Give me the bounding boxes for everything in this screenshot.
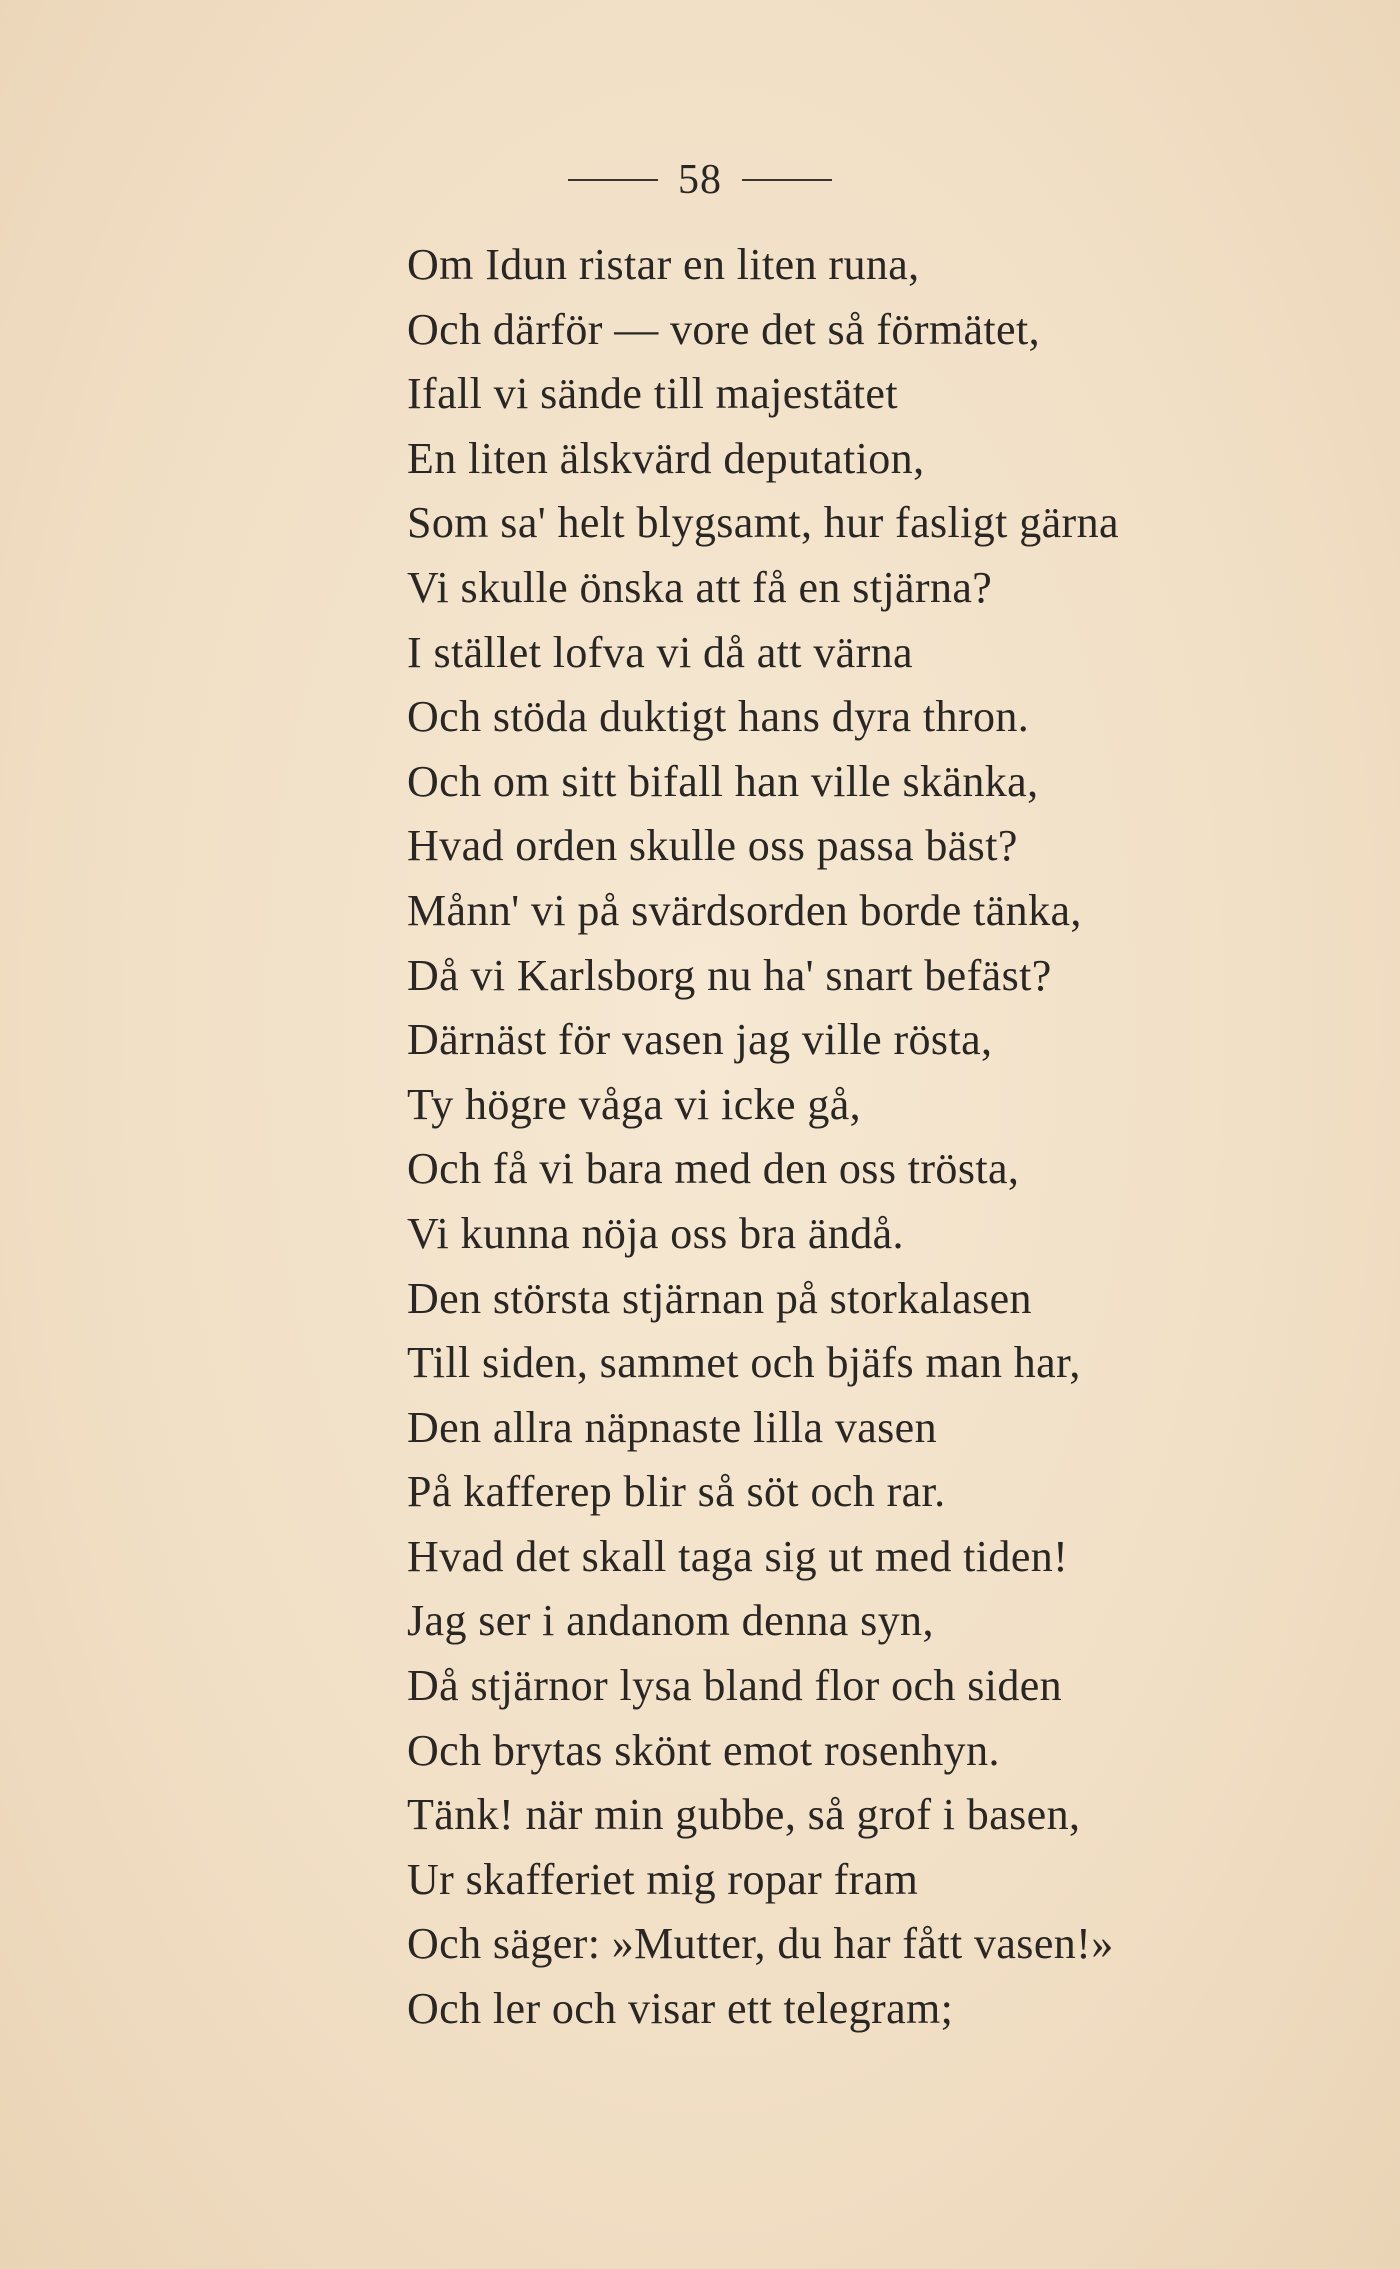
poem-line: En liten älskvärd deputation,	[407, 433, 925, 483]
poem-text	[407, 233, 1367, 2042]
poem-line: Om Idun ristar en liten runa,	[407, 240, 920, 289]
poem-line: Och om sitt bifall han ville skänka,	[407, 756, 1039, 806]
page-number: 58	[678, 157, 722, 203]
poem-line: Som sa' helt blygsamt, hur fasligt gärna	[407, 498, 1119, 548]
poem-line: Och säger: »Mutter, du har fått vasen!»	[407, 1919, 1114, 1969]
poem-line: Och ler och visar ett telegram;	[407, 1984, 954, 2034]
poem-line: Hvad det skall taga sig ut med tiden!	[407, 1531, 1069, 1581]
poem-line: Ur skafferiet mig ropar fram	[407, 1854, 919, 1904]
poem-line: Och därför — vore det så förmätet,	[407, 304, 1041, 354]
poem-line: Ifall vi sände till majestätet	[407, 369, 898, 419]
poem-line: Då vi Karlsborg nu ha' snart befäst?	[407, 950, 1052, 1000]
poem-line: Därnäst för vasen jag ville rösta,	[407, 1015, 993, 1065]
poem-line: Den allra näpnaste lilla vasen	[407, 1402, 938, 1452]
poem-line: På kafferep blir så söt och rar.	[407, 1467, 946, 1517]
poem-line: Jag ser i andanom denna syn,	[407, 1596, 934, 1646]
poem-line: Hvad orden skulle oss passa bäst?	[407, 821, 1018, 871]
page-header	[0, 150, 1400, 210]
poem-line: Och brytas skönt emot rosenhyn.	[407, 1725, 1000, 1775]
poem-line: I stället lofva vi då att värna	[407, 627, 913, 677]
right-rule	[742, 179, 832, 181]
poem-line: Vi skulle önska att få en stjärna?	[407, 562, 993, 612]
poem-line: Och stöda duktigt hans dyra thron.	[407, 692, 1030, 742]
poem-line: Vi kunna nöja oss bra ändå.	[407, 1208, 904, 1258]
left-rule	[568, 179, 658, 181]
poem-line: Då stjärnor lysa bland flor och siden	[407, 1661, 1063, 1711]
poem-line: Och få vi bara med den oss trösta,	[407, 1144, 1020, 1194]
poem-line: Ty högre våga vi icke gå,	[407, 1079, 862, 1129]
poem-line: Tänk! när min gubbe, så grof i basen,	[407, 1790, 1081, 1840]
poem-line: Den största stjärnan på storkalasen	[407, 1273, 1032, 1323]
poem-line: Till siden, sammet och bjäfs man har,	[407, 1338, 1081, 1388]
poem-line: Månn' vi på svärdsorden borde tänka,	[407, 885, 1082, 935]
